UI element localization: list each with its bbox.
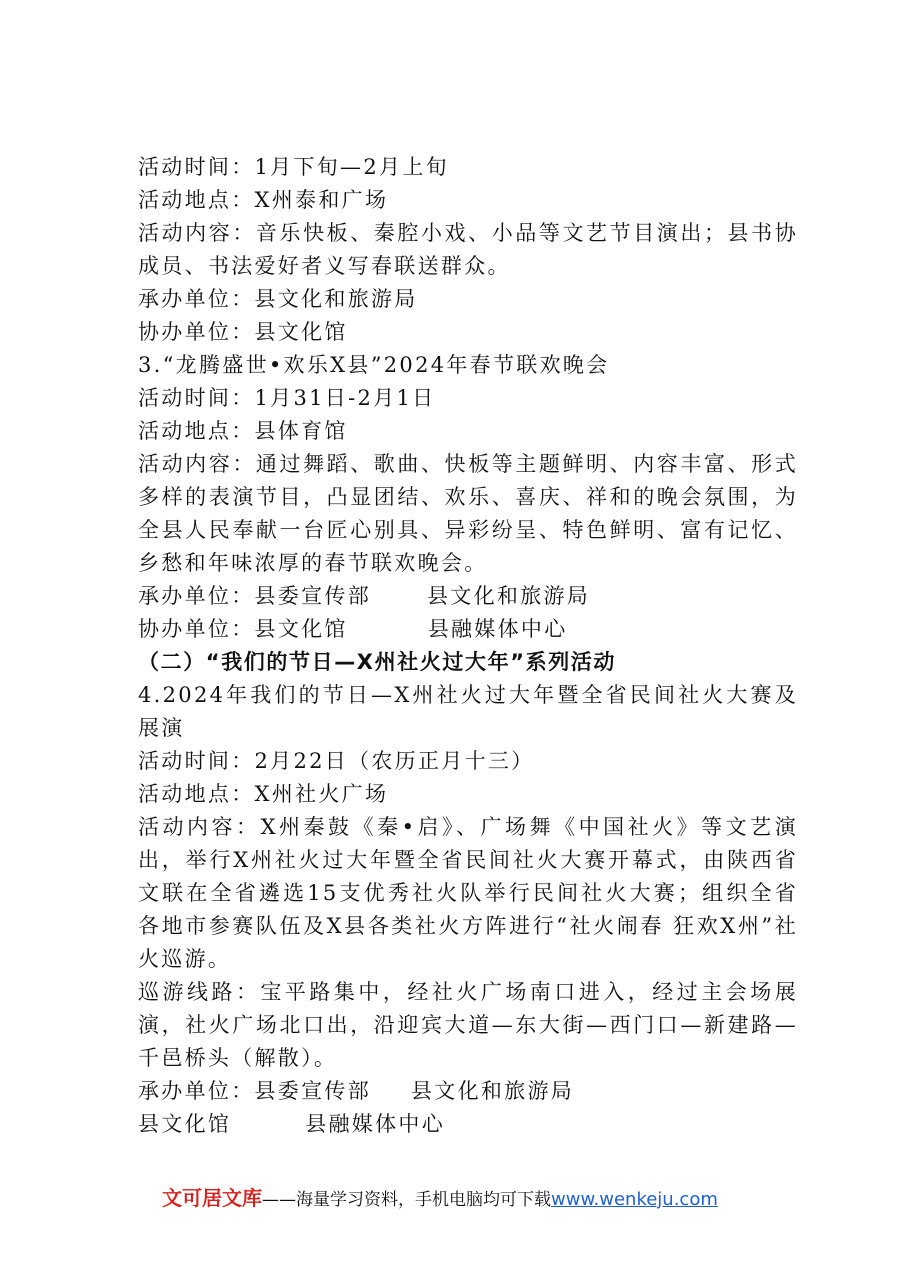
item-heading-4: 4.2024年我们的节日—X州社火过大年暨全省民间社火大赛及展演 [138, 683, 798, 740]
organizer-primary: 承办单位：县委宣传部 [138, 1079, 371, 1103]
paragraph-activity-content: 活动内容：通过舞蹈、歌曲、快板等主题鲜明、内容丰富、形式多样的表演节目，凸显团结、欢乐、喜庆、祥和的晚会氛围，为全县人民奉献一台匠心别具、异彩纷呈、特色鲜明、富有记忆、乡愁和年味浓厚的春节联欢晚会。 [138, 452, 798, 575]
organizer-quaternary: 县融媒体中心 [305, 1112, 446, 1136]
document-body [118, 151, 798, 1141]
paragraph-activity-time: 活动时间：2月22日（农历正月十三） [138, 749, 535, 773]
paragraph-organizer [118, 1075, 798, 1108]
footer-watermark [162, 1182, 718, 1211]
paragraph-activity-location: 活动地点：X州社火广场 [138, 782, 389, 806]
organizer-primary: 承办单位：县委宣传部 [138, 584, 371, 608]
paragraph-activity-location: 活动地点：X州泰和广场 [138, 188, 389, 212]
paragraph-organizer-continued [118, 1108, 798, 1141]
organizer-secondary: 县文化和旅游局 [411, 1079, 575, 1103]
paragraph-parade-route: 巡游线路：宝平路集中，经社火广场南口进入，经过主会场展演，社火广场北口出，沿迎宾大道—东大街—西门口—新建路—千邑桥头（解散）。 [138, 980, 798, 1070]
paragraph-activity-content: 活动内容：音乐快板、秦腔小戏、小品等文艺节目演出；县书协成员、书法爱好者义写春联送群众。 [138, 221, 798, 278]
paragraph-organizer [118, 580, 798, 613]
section-heading: （二）“我们的节日—X州社火过大年”系列活动 [138, 650, 616, 674]
item-heading-3: 3.“龙腾盛世•欢乐X县”2024年春节联欢晚会 [138, 353, 610, 377]
organizer-secondary: 县文化和旅游局 [427, 584, 591, 608]
paragraph-co-organizer: 协办单位：县文化馆 [138, 320, 348, 344]
paragraph-activity-time: 活动时间：1月下旬—2月上旬 [138, 155, 449, 179]
brand-name: 文可居文库 [162, 1186, 262, 1210]
co-organizer-secondary: 县融媒体中心 [427, 617, 568, 641]
footer-tagline: ——海量学习资料，手机电脑均可下载 [262, 1190, 551, 1210]
co-organizer-primary: 协办单位：县文化馆 [138, 617, 348, 641]
paragraph-activity-location: 活动地点：县体育馆 [138, 419, 348, 443]
paragraph-activity-content: 活动内容：X州秦鼓《秦•启》、广场舞《中国社火》等文艺演出，举行X州社火过大年暨全省民间社火大赛开幕式，由陕西省文联在全省遴选15支优秀社火队举行民间社火大赛；组织全省各地市参赛队伍及X县各类社火方阵进行“社火闹春 狂欢X州”社火巡游。 [138, 815, 798, 971]
organizer-tertiary: 县文化馆 [138, 1112, 232, 1136]
paragraph-activity-time: 活动时间：1月31日-2月1日 [138, 386, 436, 410]
paragraph-organizer: 承办单位：县文化和旅游局 [138, 287, 418, 311]
paragraph-co-organizer [118, 613, 798, 646]
footer-link[interactable]: www.wenkeju.com [551, 1189, 718, 1210]
